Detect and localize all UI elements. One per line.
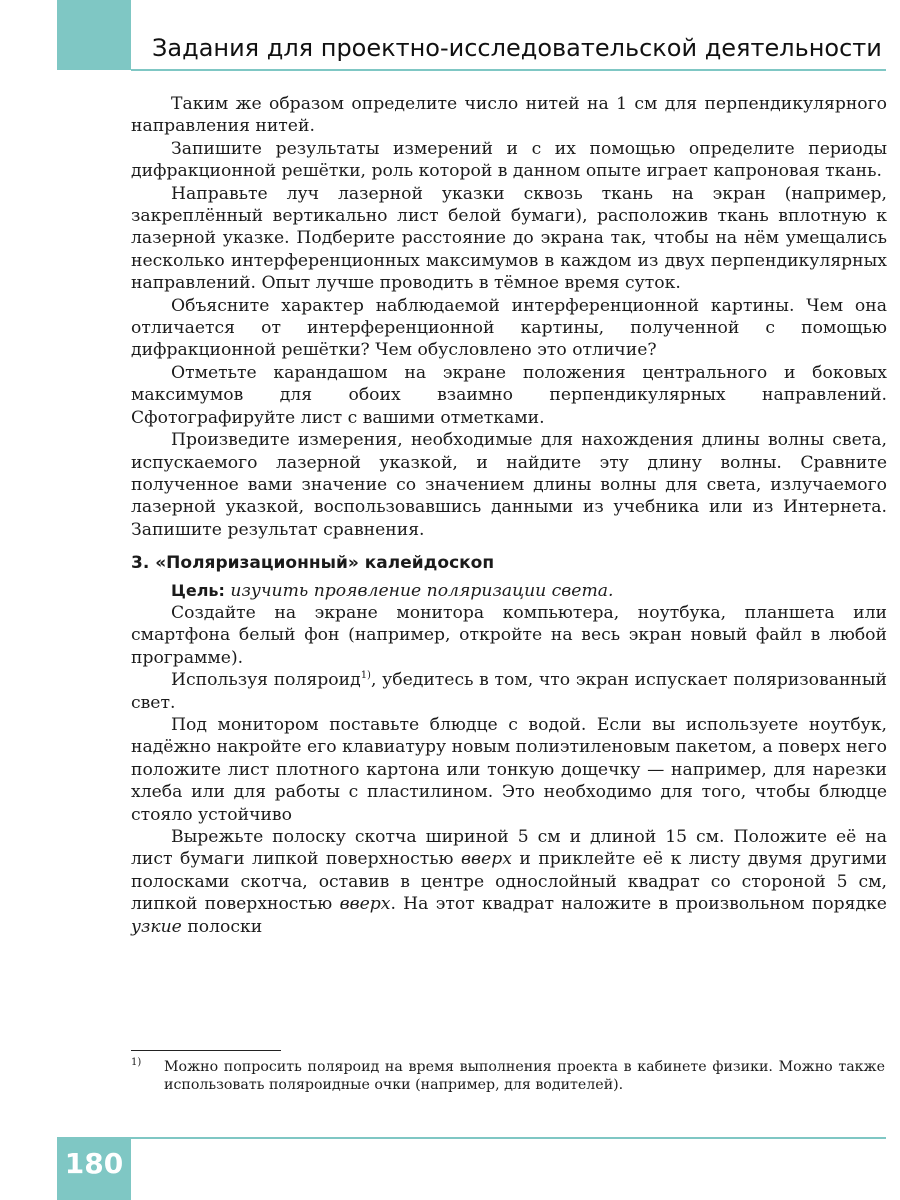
footnote-text: Можно попросить поляроид на время выполнения проекта в кабинете физики. Можно также использовать поляроидные очки (например, для водителей). xyxy=(164,1059,885,1093)
paragraph-text: , убедитесь в том, что экран испускает поляризованный свет. xyxy=(131,670,887,713)
footnote-divider xyxy=(131,1050,281,1051)
paragraph xyxy=(131,826,887,938)
paragraph: Произведите измерения, необходимые для нахождения длины волны света, испускаемого лазерной указкой, и найдите эту длину волны. Сравните полученное вами значение со значением длины волны для света, излучаемого лазерной указкой, воспользовавшись данными из учебника или из Интернета. Запишите результат сравнения. xyxy=(131,430,887,540)
footer-divider xyxy=(57,1137,886,1139)
paragraph: Запишите результаты измерений и с их помощью определите периоды дифракционной решётки, роль которой в данном опыте играет капроновая ткань. xyxy=(131,138,887,182)
emphasis: вверх xyxy=(461,849,512,870)
footnote-reference: 1) xyxy=(360,670,371,682)
paragraph: Отметьте карандашом на экране положения центрального и боковых максимумов для обоих взаимно перпендикулярных направлений. Сфотографируйте лист с вашими отметками. xyxy=(131,362,887,428)
paragraph: Объясните характер наблюдаемой интерференционной картины. Чем она отличается от интерференционной картины, полученной с помощью дифракционной решётки? Чем обусловлено это отличие? xyxy=(131,295,887,361)
paragraph: Под монитором поставьте блюдце с водой. Если вы используете ноутбук, надёжно накройте его клавиатуру новым полиэтиленовым пакетом, а поверх него положите лист плотного картона или тонкую дощечку — например, для нарезки хлеба или для работы с пластилином. Это необходимо для того, чтобы блюдце стояло устойчиво xyxy=(131,714,887,825)
paragraph-text: Используя поляроид xyxy=(171,670,361,691)
paragraph: Направьте луч лазерной указки сквозь ткань на экран (например, закреплённый вертикально лист белой бумаги), расположив ткань вплотную к лазерной указке. Подберите расстояние до экрана так, чтобы на нём умещались несколько интерференционных максимумов в каждом из двух перпендикулярных направлений. Опыт лучше проводить в тёмное время суток. xyxy=(131,183,887,294)
page-body xyxy=(131,93,887,938)
paragraph-text: Вырежьте полоску скотча шириной 5 см и длиной 15 см. Положите её на лист бумаги липкой поверхностью xyxy=(131,827,887,870)
page-number: 180 xyxy=(64,1147,124,1180)
goal-text: изучить проявление поляризации света. xyxy=(230,580,614,601)
goal-paragraph xyxy=(131,580,887,602)
footnote-mark: 1) xyxy=(131,1057,142,1068)
page-number-badge xyxy=(57,1137,131,1200)
footnote xyxy=(131,1058,885,1094)
paragraph-text: . На этот квадрат наложите в произвольном порядке xyxy=(390,894,887,915)
paragraph: Таким же образом определите число нитей на 1 см для перпендикулярного направления нитей. xyxy=(131,94,887,137)
section-heading: 3. «Поляризационный» калейдоскоп xyxy=(131,553,495,574)
paragraph xyxy=(131,669,887,714)
header-divider xyxy=(131,69,886,71)
page-header-title: Задания для проектно-исследовательской деятельности xyxy=(152,34,882,62)
emphasis: узкие xyxy=(131,916,182,937)
paragraph: Создайте на экране монитора компьютера, ноутбука, планшета или смартфона белый фон (например, откройте на весь экран новый файл в любой программе). xyxy=(131,602,887,668)
paragraph-text: полоски xyxy=(181,916,263,937)
paragraph-text: и приклейте её к листу двумя другими полосками скотча, оставив в центре однослойный квадрат со стороной 5 см, липкой поверхностью xyxy=(131,849,887,915)
emphasis: вверх xyxy=(339,894,391,915)
header-color-tab xyxy=(57,0,131,70)
goal-label: Цель: xyxy=(171,580,225,600)
